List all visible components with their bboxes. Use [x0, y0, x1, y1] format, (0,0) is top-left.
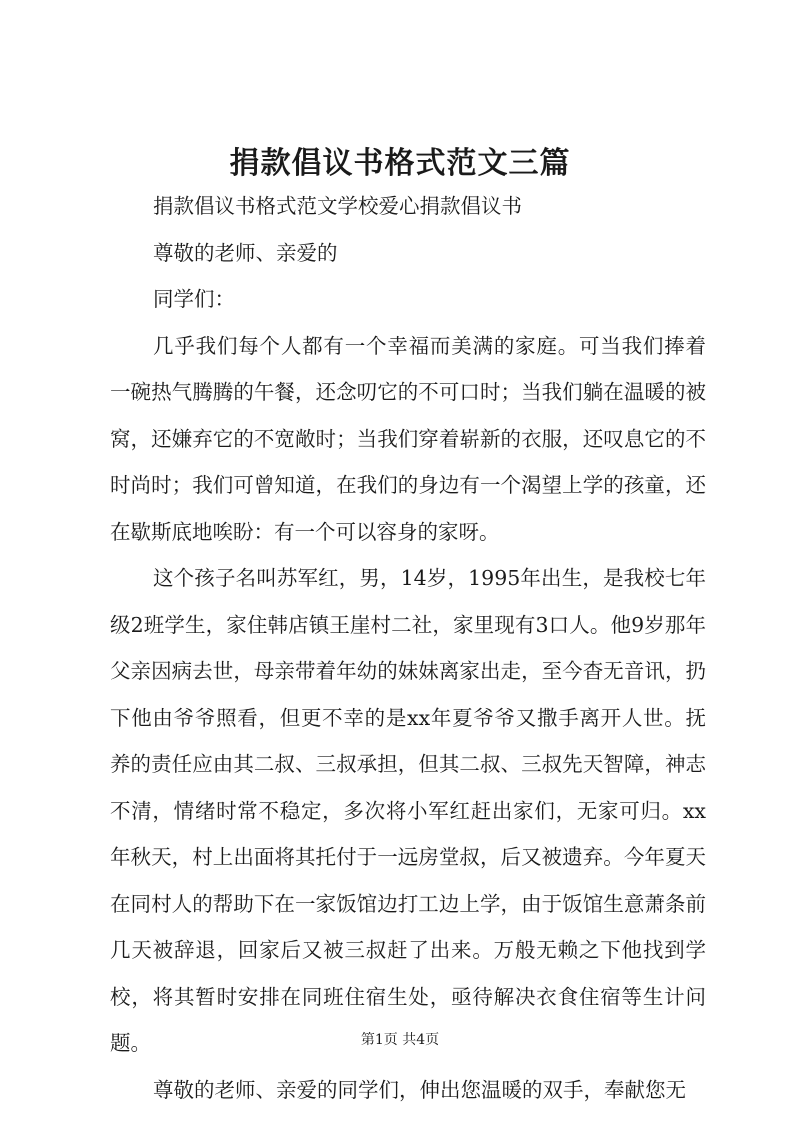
- paragraph-story: 这个孩子名叫苏军红，男，14岁，1995年出生，是我校七年级2班学生，家住韩店镇王崖村二社，家里现有3口人。他9岁那年父亲因病去世，母亲带着年幼的妹妹离家出走，至今杳无音讯，扔下他由爷爷照看，但更不幸的是xx年夏爷爷又撒手离开人世。抚养的责任应由其二叔、三叔承担，但其二叔、三叔先天智障，神志不清，情绪时常不稳定，多次将小军红赶出家们，无家可归。xx年秋天，村上出面将其托付于一远房堂叔，后又被遗弃。今年夏天在同村人的帮助下在一家饭馆边打工边上学，由于饭馆生意萧条前几天被辞退，回家后又被三叔赶了出来。万般无赖之下他找到学校，将其暂时安排在同班住宿生处，亟待解决衣食住宿等生计问题。: [110, 566, 706, 1055]
- page-footer: 第1页 共4页: [360, 1032, 440, 1048]
- paragraph-appeal: 尊敬的老师、亲爱的同学们，伸出您温暖的双手，奉献您无: [153, 1077, 687, 1102]
- paragraph-subtitle: 捐款倡议书格式范文学校爱心捐款倡议书: [153, 194, 523, 218]
- document-title: 捐款倡议书格式范文三篇: [229, 146, 571, 181]
- paragraph-intro: 几乎我们每个人都有一个幸福而美满的家庭。可当我们捧着一碗热气腾腾的午餐，还念叨它的不可口时；当我们躺在温暖的被窝，还嫌弃它的不宽敞时；当我们穿着崭新的衣服，还叹息它的不时尚时；我们可曾知道，在我们的身边有一个渴望上学的孩童，还在歇斯底地唉盼：有一个可以容身的家呀。: [110, 333, 706, 544]
- document-body: [110, 183, 706, 1113]
- paragraph-salutation-2: 同学们：: [153, 287, 236, 311]
- paragraph-salutation-1: 尊敬的老师、亲爱的: [153, 240, 338, 265]
